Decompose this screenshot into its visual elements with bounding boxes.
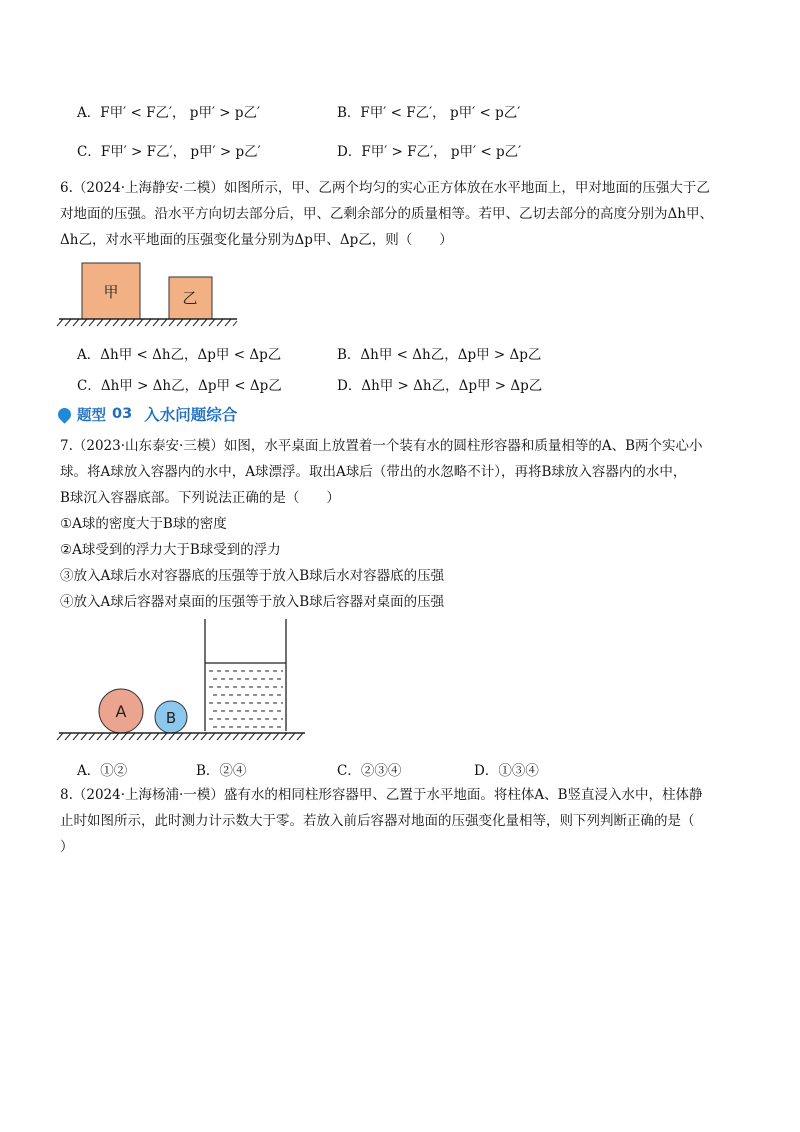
q6-option-a: A．Δh甲 < Δh乙，Δp甲 < Δp乙	[77, 347, 282, 363]
location-pin-icon	[55, 405, 73, 423]
section-title: 入水问题综合	[144, 406, 238, 424]
q5-option-b: B．F甲′ < F乙′， p甲′ < p乙′	[337, 105, 521, 121]
box-yi-label: 乙	[182, 289, 198, 307]
q6-option-d: D．Δh甲 > Δh乙，Δp甲 > Δp乙	[337, 378, 543, 394]
q6-stem-line: 6.（2024·上海静安·二模）如图所示，甲、乙两个均匀的实心正方体放在水平地面上，甲对地面的压强大于乙	[60, 180, 710, 196]
q8-stem	[60, 782, 750, 860]
q7-statement: ③放入A球后水对容器底的压强等于放入B球后水对容器底的压强	[60, 568, 445, 584]
q7-stem-line: B球沉入容器底部。下列说法正确的是（ ）	[60, 490, 340, 506]
water-body	[209, 671, 283, 727]
q8-stem-line: 8.（2024·上海杨浦·一模）盛有水的相同柱形容器甲、乙置于水平地面。将柱体A、B竖直浸入水中，柱体静	[60, 787, 703, 803]
ground-hatch	[57, 319, 237, 326]
box-jia-label: 甲	[103, 283, 119, 301]
q5-option-c: C．F甲′ > F乙′， p甲′ > p乙′	[77, 144, 261, 160]
q8-stem-line: 止时如图所示，此时测力计示数大于零。若放入前后容器对地面的压强变化量相等，则下列判断正确的是（	[60, 813, 695, 829]
q6-option-c: C．Δh甲 > Δh乙，Δp甲 < Δp乙	[77, 378, 282, 394]
q7-figure	[55, 615, 310, 750]
q7-option-b: B．②④	[196, 763, 247, 779]
cylinder-container	[205, 619, 286, 731]
q6-option-b: B．Δh甲 < Δh乙，Δp甲 > Δp乙	[337, 347, 542, 363]
section-header	[58, 403, 237, 425]
q5-option-d: D．F甲′ > F乙′， p甲′ < p乙′	[337, 144, 522, 160]
q7-stem	[60, 433, 750, 615]
q5-option-a: A．F甲′ < F乙′， p甲′ > p乙′	[77, 105, 261, 121]
q7-stem-line: 球。将A球放入容器内的水中，A球漂浮。取出A球后（带出的水忽略不计），再将B球放入容器内的水中，	[60, 464, 687, 480]
q7-stem-line: 7.（2023·山东泰安·三模）如图，水平桌面上放置着一个装有水的圆柱形容器和质量相等的A、B两个实心小	[60, 438, 703, 454]
section-number: 03	[112, 406, 133, 422]
q7-option-c: C．②③④	[337, 763, 402, 779]
q7-option-a: A．①②	[77, 763, 128, 779]
q7-statement: ②A球受到的浮力大于B球受到的浮力	[60, 542, 281, 558]
q7-statement: ①A球的密度大于B球的密度	[60, 516, 227, 532]
ball-b-label: B	[165, 709, 177, 727]
q8-stem-line: ）	[60, 839, 74, 855]
section-label: 题型	[77, 407, 106, 424]
q7-option-d: D．①③④	[474, 763, 539, 779]
q6-stem	[60, 175, 750, 253]
q7-statement: ④放入A球后容器对桌面的压强等于放入B球后容器对桌面的压强	[60, 594, 445, 610]
ball-a-label: A	[115, 702, 127, 721]
q6-figure	[55, 255, 245, 330]
q6-stem-line: Δh乙，对水平地面的压强变化量分别为Δp甲、Δp乙，则（ ）	[60, 232, 453, 248]
ground-hatch	[57, 733, 303, 740]
q6-stem-line: 对地面的压强。沿水平方向切去部分后，甲、乙剩余部分的质量相等。若甲、乙切去部分的高度分别为Δh甲、	[60, 206, 713, 222]
